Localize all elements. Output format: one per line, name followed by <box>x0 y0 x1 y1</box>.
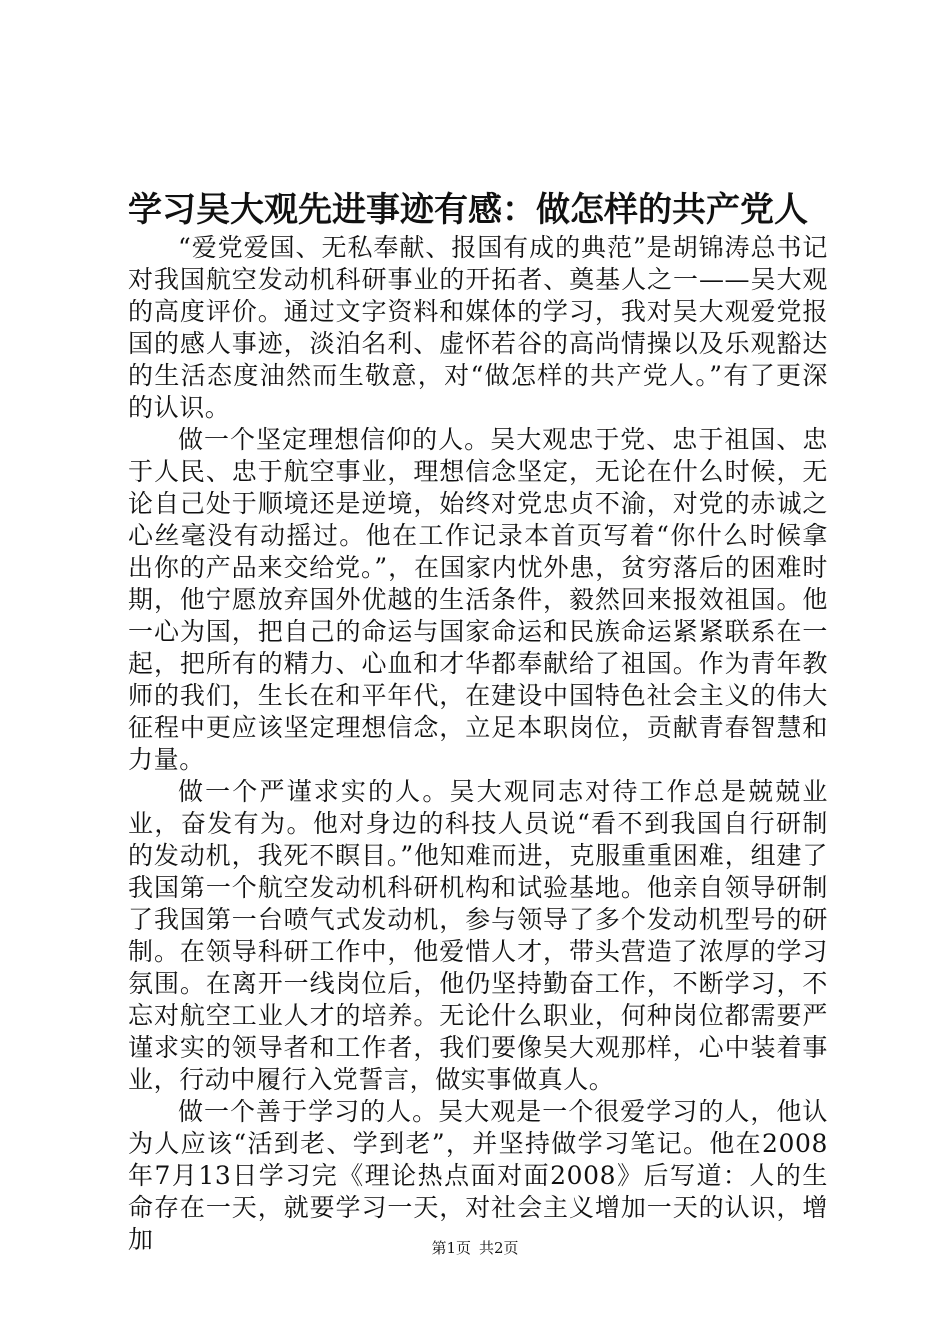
paragraph-learning: 做一个善于学习的人。吴大观是一个很爱学习的人，他认为人应该“活到老、学到老”，并坚持做学习笔记。他在2008年7月13日学习完《理论热点面对面2008》后写道：人的生命存在一天，就要学习一天，对社会主义增加一天的认识，增加 <box>128 1097 828 1254</box>
document-body <box>128 232 828 1256</box>
paragraph-intro: “爱党爱国、无私奉献、报国有成的典范”是胡锦涛总书记对我国航空发动机科研事业的开拓者、奠基人之一——吴大观的高度评价。通过文字资料和媒体的学习，我对吴大观爱党报国的感人事迹，淡泊名利、虚怀若谷的高尚情操以及乐观豁达的生活态度油然而生敬意，对“做怎样的共产党人。”有了更深的认识。 <box>128 233 828 422</box>
paragraph-rigor: 做一个严谨求实的人。吴大观同志对待工作总是兢兢业业，奋发有为。他对身边的科技人员说“看不到我国自行研制的发动机，我死不瞑目。”他知难而进，克服重重困难，组建了我国第一个航空发动机科研机构和试验基地。他亲自领导研制了我国第一台喷气式发动机，参与领导了多个发动机型号的研制。在领导科研工作中，他爱惜人才，带头营造了浓厚的学习氛围。在离开一线岗位后，他仍坚持勤奋工作，不断学习，不忘对航空工业人才的培养。无论什么职业，何种岗位都需要严谨求实的领导者和工作者，我们要像吴大观那样，心中装着事业，行动中履行入党誓言，做实事做真人。 <box>128 777 828 1094</box>
page-number: 第1页 <box>431 1239 471 1257</box>
document-title: 学习吴大观先进事迹有感：做怎样的共产党人 <box>128 190 808 230</box>
paragraph-ideals: 做一个坚定理想信仰的人。吴大观忠于党、忠于祖国、忠于人民、忠于航空事业，理想信念坚定，无论在什么时候，无论自己处于顺境还是逆境，始终对党忠贞不渝，对党的赤诚之心丝毫没有动摇过。他在工作记录本首页写着“你什么时候拿出你的产品来交给党。”，在国家内忧外患，贫穷落后的困难时期，他宁愿放弃国外优越的生活条件，毅然回来报效祖国。他一心为国，把自己的命运与国家命运和民族命运紧紧联系在一起，把所有的精力、心血和才华都奉献给了祖国。作为青年教师的我们，生长在和平年代，在建设中国特色社会主义的伟大征程中更应该坚定理想信念，立足本职岗位，贡献青春智慧和力量。 <box>128 425 828 774</box>
page-total: 共2页 <box>479 1239 519 1257</box>
page-footer <box>0 1238 950 1258</box>
